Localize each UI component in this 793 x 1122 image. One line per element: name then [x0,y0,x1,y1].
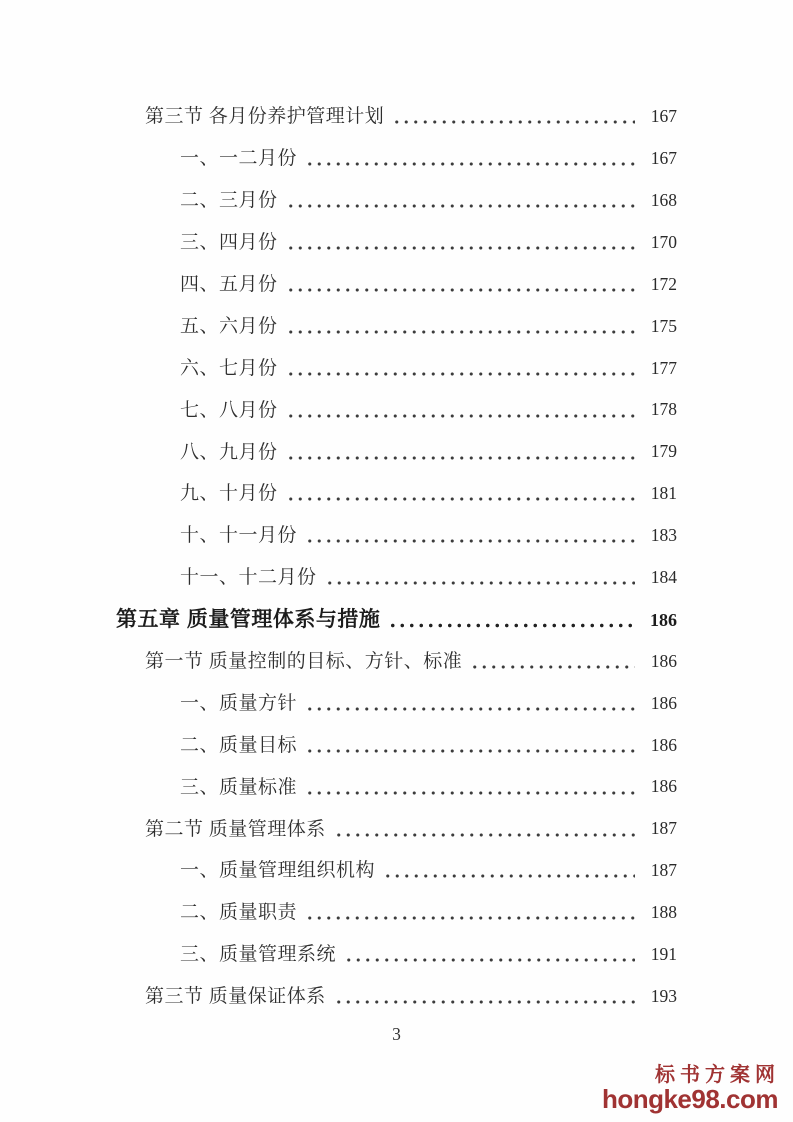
toc-entry [0,473,677,515]
toc-entry [0,515,677,557]
toc-entry-label: 四、五月份 [180,274,278,295]
dot-leader [286,191,635,210]
toc-entry [0,96,677,138]
toc-entry-page-number: 186 [650,650,677,671]
toc-entry-label: 二、三月份 [180,190,278,212]
toc-entry-label: 九、十月份 [180,483,278,505]
dot-leader [305,736,635,755]
toc-entry [0,180,677,222]
toc-entry [0,431,677,473]
toc-entry-label: 六、七月份 [180,357,278,379]
toc-entry [0,850,677,892]
toc-entry-page-number: 186 [650,692,677,713]
toc-entry [0,724,677,766]
dot-leader [286,233,635,252]
toc-entry-page-number: 170 [650,231,677,252]
toc-entry-label: 五、六月份 [180,315,278,337]
dot-leader [286,317,635,336]
dot-leader [305,694,635,713]
toc-entry-page-number: 172 [650,273,677,294]
toc-entry-label: 第五章 质量管理体系与措施 [116,608,381,632]
toc-entry-page-number: 178 [650,399,677,420]
watermark-site-domain: hongke98.com [601,1084,778,1114]
table-of-contents [0,96,677,1018]
toc-entry [0,389,677,431]
dot-leader [286,275,635,294]
toc-entry [0,557,677,599]
toc-entry-page-number: 168 [650,189,677,210]
toc-entry-label: 八、九月份 [180,441,278,463]
toc-entry-page-number: 167 [650,148,677,169]
toc-entry-label: 七、八月份 [180,399,278,421]
dot-leader [344,945,635,964]
toc-entry [0,976,677,1018]
toc-entry-label: 十、十一月份 [180,525,298,547]
toc-entry-label: 第三节 各月份养护管理计划 [145,106,385,128]
toc-entry-label: 十一、十二月份 [180,567,317,589]
toc-entry-page-number: 188 [650,902,677,923]
toc-entry-page-number: 186 [650,734,677,755]
dot-leader [305,149,635,168]
toc-entry-page-number: 179 [650,441,677,462]
dot-leader [286,484,635,503]
dot-leader [392,107,635,126]
toc-entry-page-number: 183 [650,525,677,546]
toc-entry-label: 二、质量职责 [180,902,298,924]
toc-entry [0,138,677,180]
dot-leader [286,401,635,420]
dot-leader [305,526,635,545]
dot-leader [334,987,635,1006]
watermark-site-name: 标书方案网 [655,1064,780,1086]
folio-page-number: 3 [392,1024,401,1044]
toc-entry-page-number: 191 [650,944,677,964]
dot-leader [470,652,635,671]
toc-entry [0,305,677,347]
toc-entry [0,222,677,264]
toc-entry-page-number: 177 [650,357,677,378]
dot-leader [305,903,635,922]
dot-leader [334,820,635,839]
dot-leader [286,443,635,462]
dot-leader [388,610,635,630]
toc-entry-label: 第三节 质量保证体系 [145,986,326,1008]
dot-leader [286,359,635,378]
toc-entry-label: 三、四月份 [180,232,278,254]
toc-entry-page-number: 186 [650,609,677,630]
toc-entry-label: 三、质量标准 [180,776,298,798]
toc-entry-label: 一、一二月份 [180,148,298,170]
toc-entry-page-number: 187 [650,818,677,839]
toc-entry [0,599,677,641]
toc-entry-page-number: 181 [650,483,677,504]
toc-entry [0,682,677,724]
toc-entry-page-number: 187 [650,860,677,881]
dot-leader [325,568,635,587]
toc-entry-label: 一、质量管理组织机构 [180,860,376,882]
watermark [602,1065,778,1112]
toc-entry [0,934,677,976]
toc-entry-label: 第二节 质量管理体系 [145,818,326,840]
toc-entry-label: 一、质量方针 [180,692,298,714]
toc-entry [0,641,677,683]
toc-entry [0,347,677,389]
toc-entry-page-number: 175 [650,315,677,336]
toc-entry [0,808,677,850]
toc-entry-page-number: 167 [650,106,677,127]
toc-entry-page-number: 186 [650,776,677,797]
dot-leader [305,778,635,797]
toc-entry-label: 第一节 质量控制的目标、方针、标准 [145,651,463,673]
toc-entry-label: 二、质量目标 [180,734,298,756]
toc-entry [0,766,677,808]
toc-entry-page-number: 193 [650,985,677,1006]
toc-entry-page-number: 184 [650,566,677,587]
toc-entry [0,892,677,934]
toc-entry-label: 三、质量管理系统 [180,944,337,966]
toc-entry [0,264,677,306]
dot-leader [383,861,635,880]
